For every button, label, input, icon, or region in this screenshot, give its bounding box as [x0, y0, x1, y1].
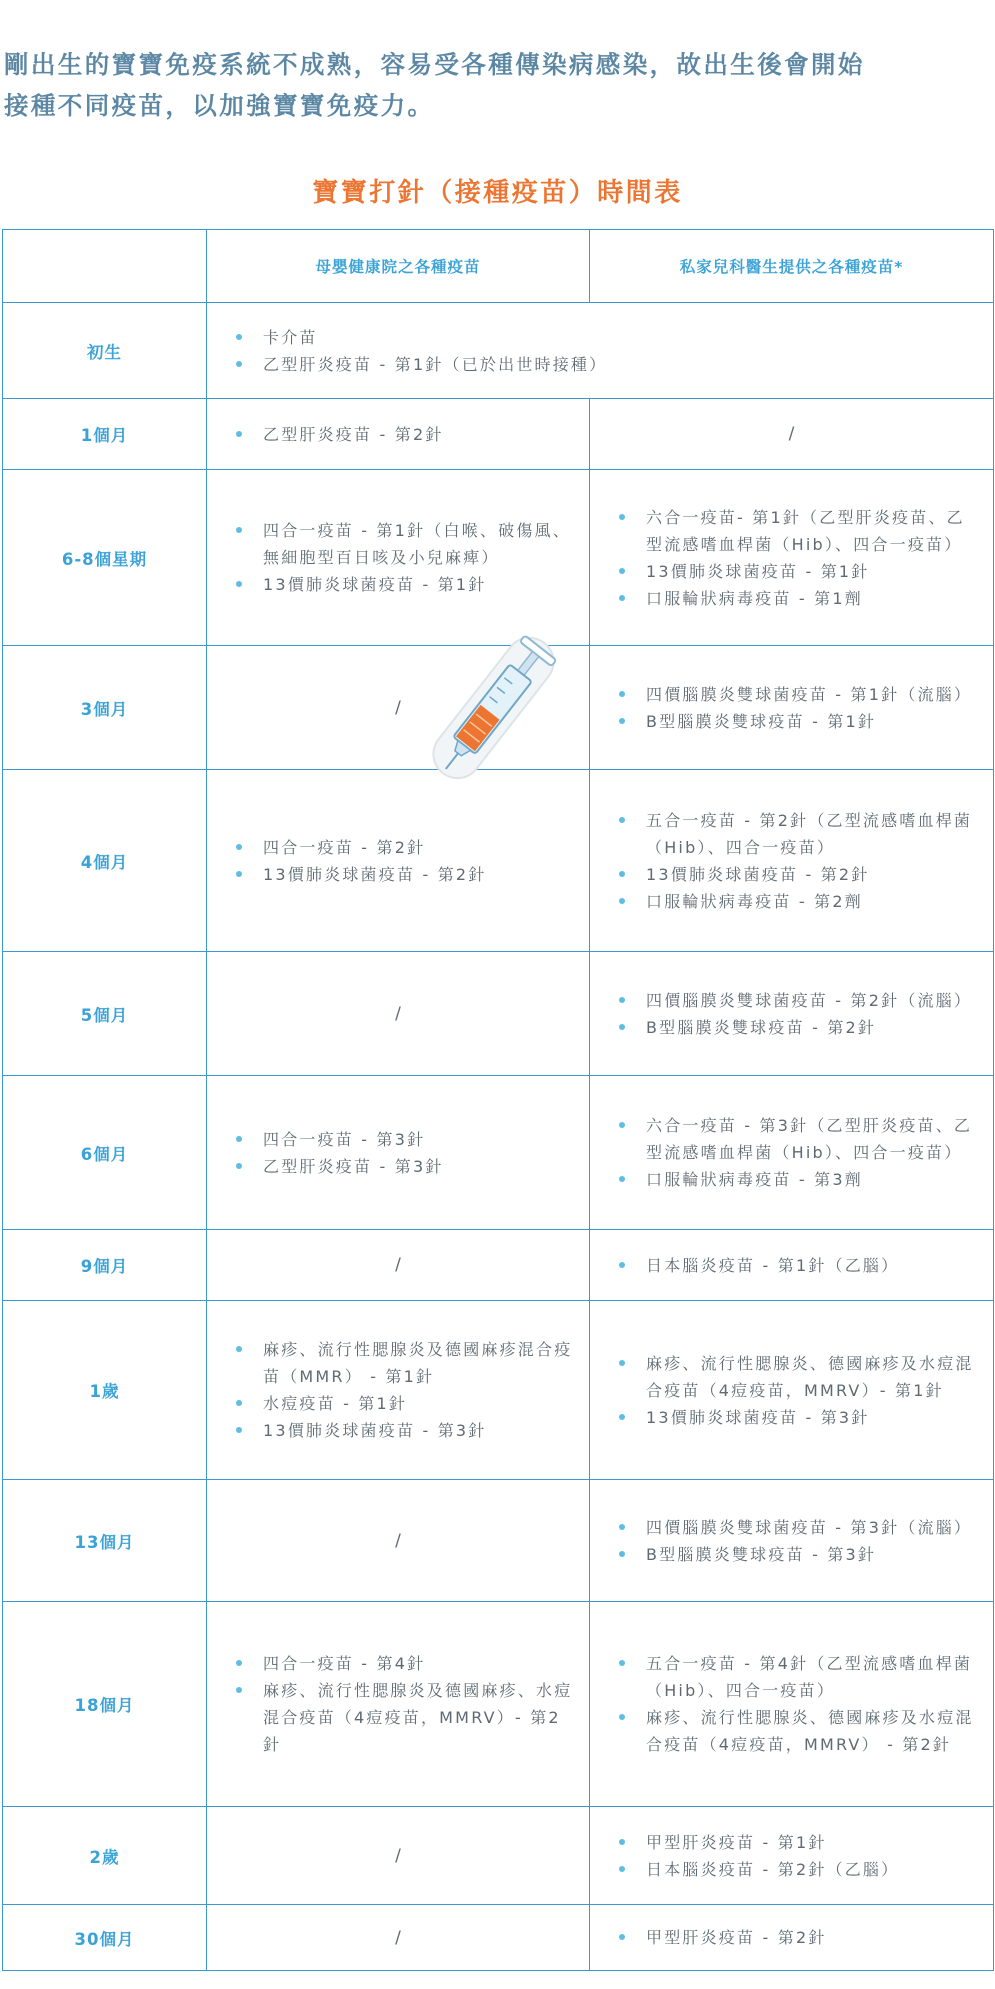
private-cell — [590, 1602, 994, 1807]
schedule-row — [3, 1076, 994, 1230]
intro-line-1: 剛出生的寶寶免疫系統不成熟，容易受各種傳染病感染，故出生後會開始 — [4, 50, 865, 79]
mchc-vaccine-item: 四合一疫苗 - 第2針 — [263, 834, 589, 861]
mchc-vaccine-list — [207, 834, 589, 888]
private-cell — [590, 399, 994, 470]
mchc-vaccine-list — [207, 324, 993, 378]
private-vaccine-list — [590, 1650, 993, 1758]
private-vaccine-list — [590, 504, 993, 612]
schedule-row — [3, 1230, 994, 1301]
mchc-vaccine-item: 13價肺炎球菌疫苗 - 第2針 — [263, 861, 589, 888]
header-age — [3, 230, 207, 303]
private-cell — [590, 1301, 994, 1480]
schedule-row — [3, 1301, 994, 1480]
schedule-title: 寶寶打針（接種疫苗）時間表 — [312, 178, 683, 208]
mchc-none: / — [395, 697, 401, 718]
vaccination-schedule-table — [2, 229, 994, 1971]
mchc-vaccine-item: 乙型肝炎疫苗 - 第2針 — [263, 421, 589, 448]
schedule-row — [3, 399, 994, 470]
schedule-row — [3, 1807, 994, 1905]
age-cell: 9個月 — [3, 1230, 207, 1301]
private-vaccine-item: 麻疹、流行性腮腺炎、德國麻疹及水痘混合疫苗（4痘疫苗，MMRV）- 第1針 — [646, 1350, 993, 1404]
mchc-vaccine-list — [207, 421, 589, 448]
mchc-vaccine-item: 水痘疫苗 - 第1針 — [263, 1390, 589, 1417]
mchc-vaccine-item: 卡介苗 — [263, 324, 993, 351]
private-vaccine-item: 四價腦膜炎雙球菌疫苗 - 第2針（流腦） — [646, 987, 993, 1014]
private-none: / — [788, 424, 795, 444]
private-vaccine-list — [590, 1924, 993, 1951]
mchc-cell — [207, 399, 590, 470]
mchc-vaccine-item: 四合一疫苗 - 第1針（白喉、破傷風、無細胞型百日咳及小兒麻痺） — [263, 517, 589, 571]
schedule-row — [3, 303, 994, 399]
private-vaccine-item: 四價腦膜炎雙球菌疫苗 - 第1針（流腦） — [646, 681, 993, 708]
private-vaccine-item: 六合一疫苗- 第1針（乙型肝炎疫苗、乙型流感嗜血桿菌（Hib）、四合一疫苗） — [646, 504, 993, 558]
mchc-cell — [207, 1076, 590, 1230]
mchc-cell — [207, 952, 590, 1076]
private-vaccine-item: 口服輪狀病毒疫苗 - 第2劑 — [646, 888, 993, 915]
private-cell — [590, 1905, 994, 1971]
age-cell: 4個月 — [3, 770, 207, 952]
mchc-none: / — [395, 1927, 401, 1948]
private-vaccine-item: B型腦膜炎雙球疫苗 - 第2針 — [646, 1014, 993, 1041]
private-vaccine-item: B型腦膜炎雙球疫苗 - 第1針 — [646, 708, 993, 735]
private-vaccine-item: 五合一疫苗 - 第2針（乙型流感嗜血桿菌（Hib）、四合一疫苗） — [646, 807, 993, 861]
private-vaccine-item: 甲型肝炎疫苗 - 第2針 — [646, 1924, 993, 1951]
mchc-vaccine-list — [207, 1650, 589, 1758]
private-vaccine-list — [590, 1112, 993, 1193]
age-cell: 30個月 — [3, 1905, 207, 1971]
private-vaccine-item: 甲型肝炎疫苗 - 第1針 — [646, 1829, 993, 1856]
private-vaccine-list — [590, 1514, 993, 1568]
private-cell — [590, 1807, 994, 1905]
age-cell: 1個月 — [3, 399, 207, 470]
private-vaccine-list — [590, 681, 993, 735]
private-vaccine-item: 13價肺炎球菌疫苗 - 第1針 — [646, 558, 993, 585]
mchc-vaccine-item: 四合一疫苗 - 第3針 — [263, 1126, 589, 1153]
private-cell — [590, 470, 994, 646]
private-vaccine-item: 口服輪狀病毒疫苗 - 第3劑 — [646, 1166, 993, 1193]
private-vaccine-list — [590, 987, 993, 1041]
mchc-cell — [207, 1230, 590, 1301]
intro-line-2: 接種不同疫苗，以加強寶寶免疫力。 — [4, 91, 435, 120]
schedule-row — [3, 1602, 994, 1807]
intro-paragraph — [4, 44, 994, 126]
mchc-cell — [207, 1602, 590, 1807]
age-cell: 6個月 — [3, 1076, 207, 1230]
private-vaccine-item: 口服輪狀病毒疫苗 - 第1劑 — [646, 585, 993, 612]
private-vaccine-item: 13價肺炎球菌疫苗 - 第3針 — [646, 1404, 993, 1431]
mchc-vaccine-item: 13價肺炎球菌疫苗 - 第3針 — [263, 1417, 589, 1444]
mchc-cell — [207, 1807, 590, 1905]
private-cell — [590, 770, 994, 952]
private-vaccine-list — [590, 1252, 993, 1279]
private-cell — [590, 1230, 994, 1301]
schedule-row — [3, 1480, 994, 1602]
mchc-cell — [207, 1301, 590, 1480]
private-vaccine-item: 六合一疫苗 - 第3針（乙型肝炎疫苗、乙型流感嗜血桿菌（Hib）、四合一疫苗） — [646, 1112, 993, 1166]
mchc-vaccine-list — [207, 1336, 589, 1444]
mchc-cell — [207, 1905, 590, 1971]
mchc-vaccine-item: 四合一疫苗 - 第4針 — [263, 1650, 589, 1677]
schedule-row — [3, 952, 994, 1076]
schedule-body — [3, 303, 994, 1971]
age-cell: 18個月 — [3, 1602, 207, 1807]
header-private: 私家兒科醫生提供之各種疫苗* — [590, 230, 994, 303]
mchc-vaccine-item: 麻疹、流行性腮腺炎及德國麻疹、水痘混合疫苗（4痘疫苗，MMRV）- 第2針 — [263, 1677, 589, 1758]
age-cell: 1歲 — [3, 1301, 207, 1480]
schedule-row — [3, 1905, 994, 1971]
age-cell: 5個月 — [3, 952, 207, 1076]
age-cell: 3個月 — [3, 646, 207, 770]
mchc-vaccine-list — [207, 1126, 589, 1180]
header-mchc: 母嬰健康院之各種疫苗 — [207, 230, 590, 303]
private-vaccine-list — [590, 1829, 993, 1883]
mchc-none: / — [395, 1255, 401, 1275]
syringe-icon — [425, 614, 565, 799]
mchc-vaccine-item: 麻疹、流行性腮腺炎及德國麻疹混合疫苗（MMR） - 第1針 — [263, 1336, 589, 1390]
age-cell: 6-8個星期 — [3, 470, 207, 646]
private-cell — [590, 952, 994, 1076]
private-vaccine-item: 麻疹、流行性腮腺炎、德國麻疹及水痘混合疫苗（4痘疫苗，MMRV） - 第2針 — [646, 1704, 993, 1758]
private-vaccine-item: 日本腦炎疫苗 - 第2針（乙腦） — [646, 1856, 993, 1883]
mchc-none: / — [395, 1530, 401, 1551]
mchc-vaccine-item: 乙型肝炎疫苗 - 第1針（已於出世時接種） — [263, 351, 993, 378]
private-cell — [590, 1076, 994, 1230]
mchc-vaccine-list — [207, 517, 589, 598]
private-vaccine-item: 13價肺炎球菌疫苗 - 第2針 — [646, 861, 993, 888]
private-vaccine-list — [590, 1350, 993, 1431]
vaccines-cell — [207, 303, 994, 399]
age-cell: 初生 — [3, 303, 207, 399]
age-cell: 2歲 — [3, 1807, 207, 1905]
mchc-vaccine-item: 乙型肝炎疫苗 - 第3針 — [263, 1153, 589, 1180]
age-cell: 13個月 — [3, 1480, 207, 1602]
mchc-none: / — [395, 1003, 401, 1024]
mchc-vaccine-item: 13價肺炎球菌疫苗 - 第1針 — [263, 571, 589, 598]
header-row — [3, 230, 994, 303]
private-vaccine-item: B型腦膜炎雙球疫苗 - 第3針 — [646, 1541, 993, 1568]
mchc-cell — [207, 1480, 590, 1602]
private-vaccine-item: 四價腦膜炎雙球菌疫苗 - 第3針（流腦） — [646, 1514, 993, 1541]
private-vaccine-item: 五合一疫苗 - 第4針（乙型流感嗜血桿菌（Hib）、四合一疫苗） — [646, 1650, 993, 1704]
mchc-none: / — [395, 1845, 401, 1866]
private-vaccine-list — [590, 807, 993, 915]
private-cell — [590, 1480, 994, 1602]
private-vaccine-item: 日本腦炎疫苗 - 第1針（乙腦） — [646, 1252, 993, 1279]
private-cell — [590, 646, 994, 770]
